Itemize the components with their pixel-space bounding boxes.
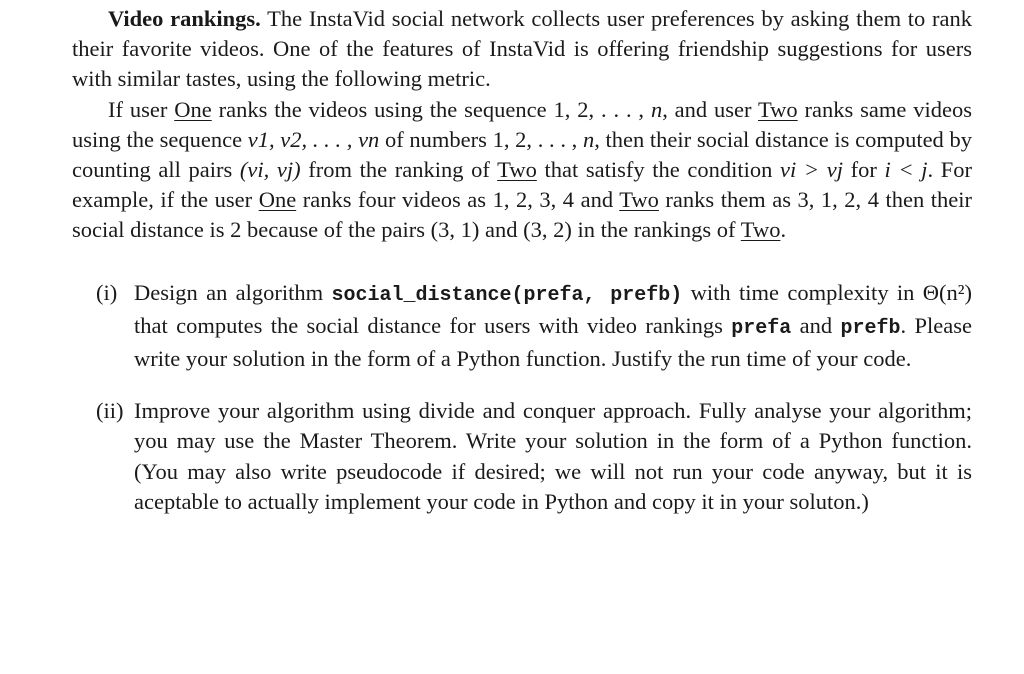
code-prefa: prefa: [731, 316, 792, 340]
text-segment: ranks same videos using the sequence: [72, 96, 972, 152]
user-two-name: Two: [740, 217, 781, 243]
text-segment: , then their social distance is computed by counting all pairs: [72, 126, 972, 183]
math-sequence: v1, v2, . . . , vn: [247, 126, 380, 152]
problem-heading: Video rankings.: [108, 6, 261, 31]
intro-text-1: The InstaVid social network collects user preferences by asking them to rank their favorite videos. One of the features of InstaVid is offering friendship suggestions for users with similar tastes, using the following metric.: [72, 6, 973, 92]
code-prefb: prefb: [840, 316, 901, 340]
text-segment: of numbers 1, 2, . . . ,: [379, 126, 583, 152]
text-segment: .: [780, 217, 787, 243]
user-two-name: Two: [758, 96, 798, 122]
question-label: (ii): [96, 398, 124, 424]
user-one-name: One: [258, 187, 297, 213]
math-pair: (vi, vj): [239, 157, 301, 183]
user-one-name: One: [174, 96, 212, 122]
text-segment: ranks the videos using the sequence 1, 2, . . . ,: [211, 96, 651, 122]
text-segment: and: [791, 312, 841, 338]
code-function-signature: social_distance(prefa, prefb): [331, 283, 683, 307]
text-segment: with time complexity in Θ(n²) that computes the social distance for users with video rankings: [134, 279, 972, 338]
intro-paragraph-2: [72, 95, 972, 246]
question-text: Improve your algorithm using divide and conquer approach. Fully analyse your algorithm; you may use the Master Theorem. Write your solution in the form of a Python function. (You may also write pseudocode if desired; we will not run your code anyway, but it is aceptable to actually implement your code in Python and copy it in your soluton.): [134, 398, 972, 514]
text-segment: that satisfy the condition: [536, 157, 781, 183]
math-n: n: [582, 126, 595, 152]
intro-paragraph-1: [72, 4, 972, 95]
problem-document: [72, 4, 972, 517]
text-segment: Design an algorithm: [134, 279, 332, 305]
text-segment: ranks them as 3, 1, 2, 4 then their social distance is 2 because of the pairs (3, 1) and (3, 2) in the rankings of: [72, 187, 973, 243]
math-condition-index: i < j: [884, 157, 928, 183]
math-condition: vi > vj: [780, 157, 843, 183]
user-two-name: Two: [619, 187, 659, 213]
text-segment: If user: [108, 96, 175, 122]
text-segment: . For example, if the user: [72, 157, 973, 213]
text-segment: from the ranking of: [300, 157, 498, 183]
question-label: (i): [96, 279, 118, 305]
math-n: n: [650, 96, 663, 122]
text-segment: . Please write your solution in the form of a Python function. Justify the run time of your code.: [134, 312, 972, 372]
text-segment: ranks four videos as 1, 2, 3, 4 and: [296, 187, 620, 213]
text-segment: for: [842, 157, 885, 183]
question-i: [72, 278, 972, 375]
text-segment: , and user: [662, 96, 758, 122]
user-two-name: Two: [497, 157, 537, 183]
question-ii: [72, 396, 972, 517]
